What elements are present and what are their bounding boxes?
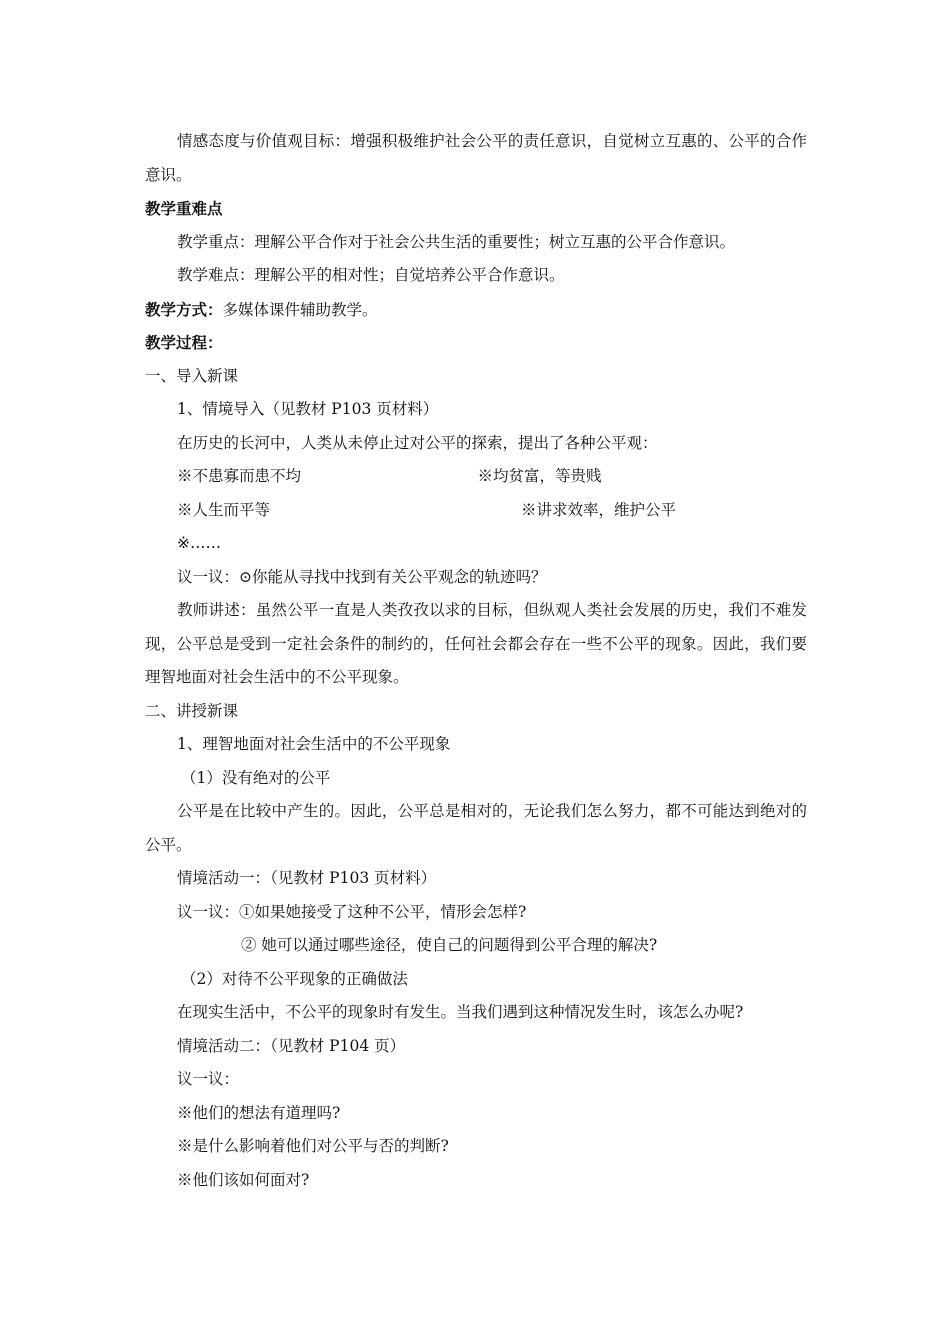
section-2-item-1: 1、理智地面对社会生活中的不公平现象 [177, 735, 451, 753]
method-label: 教学方式： [145, 299, 223, 319]
activity-1: 情境活动一：（见教材 P103 页材料） [177, 869, 437, 887]
activity-2: 情境活动二：（见教材 P104 页） [177, 1036, 406, 1055]
method-line [145, 293, 807, 327]
hard-points: 教学难点：理解公平的相对性；自觉培养公平合作意识。 [177, 266, 565, 284]
section-1-intro: 在历史的长河中，人类从未停止过对公平的探索，提出了各种公平观： [177, 433, 658, 452]
view-5: ※…… [177, 534, 221, 552]
discuss-2-q2: ② 她可以通过哪些途径，使自己的问题得到公平合理的解决? [241, 936, 658, 954]
subsection-1-text: 公平是在比较中产生的。因此，公平总是相对的，无论我们怎么努力，都不可能达到绝对的公平。 [145, 802, 807, 854]
question-1: ※他们的想法有道理吗? [177, 1103, 341, 1122]
subsection-1: （1）没有绝对的公平 [181, 768, 331, 787]
teacher-talk: 教师讲述：虽然公平一直是人类孜孜以求的目标，但纵观人类社会发展的历史，我们不难发现，公平总是受到一定社会条件的制约的，任何社会都会存在一些不公平的现象。因此，我们要理智地面对社会生活中的不公平现象。 [145, 601, 807, 686]
view-2: ※均贫富，等贵贱 [477, 467, 602, 485]
section-1-title: 一、导入新课 [145, 366, 239, 385]
discuss-1: 议一议：⊙你能从寻找中找到有关公平观念的轨迹吗？ [177, 567, 547, 586]
method-value: 多媒体课件辅助教学。 [222, 300, 378, 319]
discuss-2-q1: 议一议：①如果她接受了这种不公平，情形会怎样? [177, 902, 527, 921]
views-row-1 [145, 460, 807, 494]
discuss-3: 议一议： [177, 1070, 240, 1088]
question-2: ※是什么影响着他们对公平与否的判断? [177, 1137, 449, 1155]
goal-paragraph: 情感态度与价值观目标：增强积极维护社会公平的责任意识，自觉树立互惠的、公平的合作意识。 [145, 132, 807, 184]
subsection-2: （2）对待不公平现象的正确做法 [181, 969, 408, 988]
section-2-title: 二、讲授新课 [145, 701, 239, 720]
difficulty-heading: 教学重难点 [145, 199, 223, 218]
section-1-item-1: 1、情境导入（见教材 P103 页材料） [177, 400, 439, 418]
process-heading: 教学过程： [145, 333, 223, 352]
question-3: ※他们该如何面对? [177, 1170, 310, 1189]
view-3: ※人生而平等 [177, 500, 271, 519]
views-row-2 [145, 494, 807, 528]
view-1: ※不患寡而患不均 [177, 467, 302, 485]
view-4: ※讲求效率，维护公平 [521, 500, 677, 519]
subsection-2-text: 在现实生活中，不公平的现象时有发生。当我们遇到这种情况发生时，该怎么办呢? [177, 1003, 744, 1021]
key-points: 教学重点：理解公平合作对于社会公共生活的重要性；树立互惠的公平合作意识。 [177, 232, 736, 251]
document-body [145, 125, 807, 1197]
